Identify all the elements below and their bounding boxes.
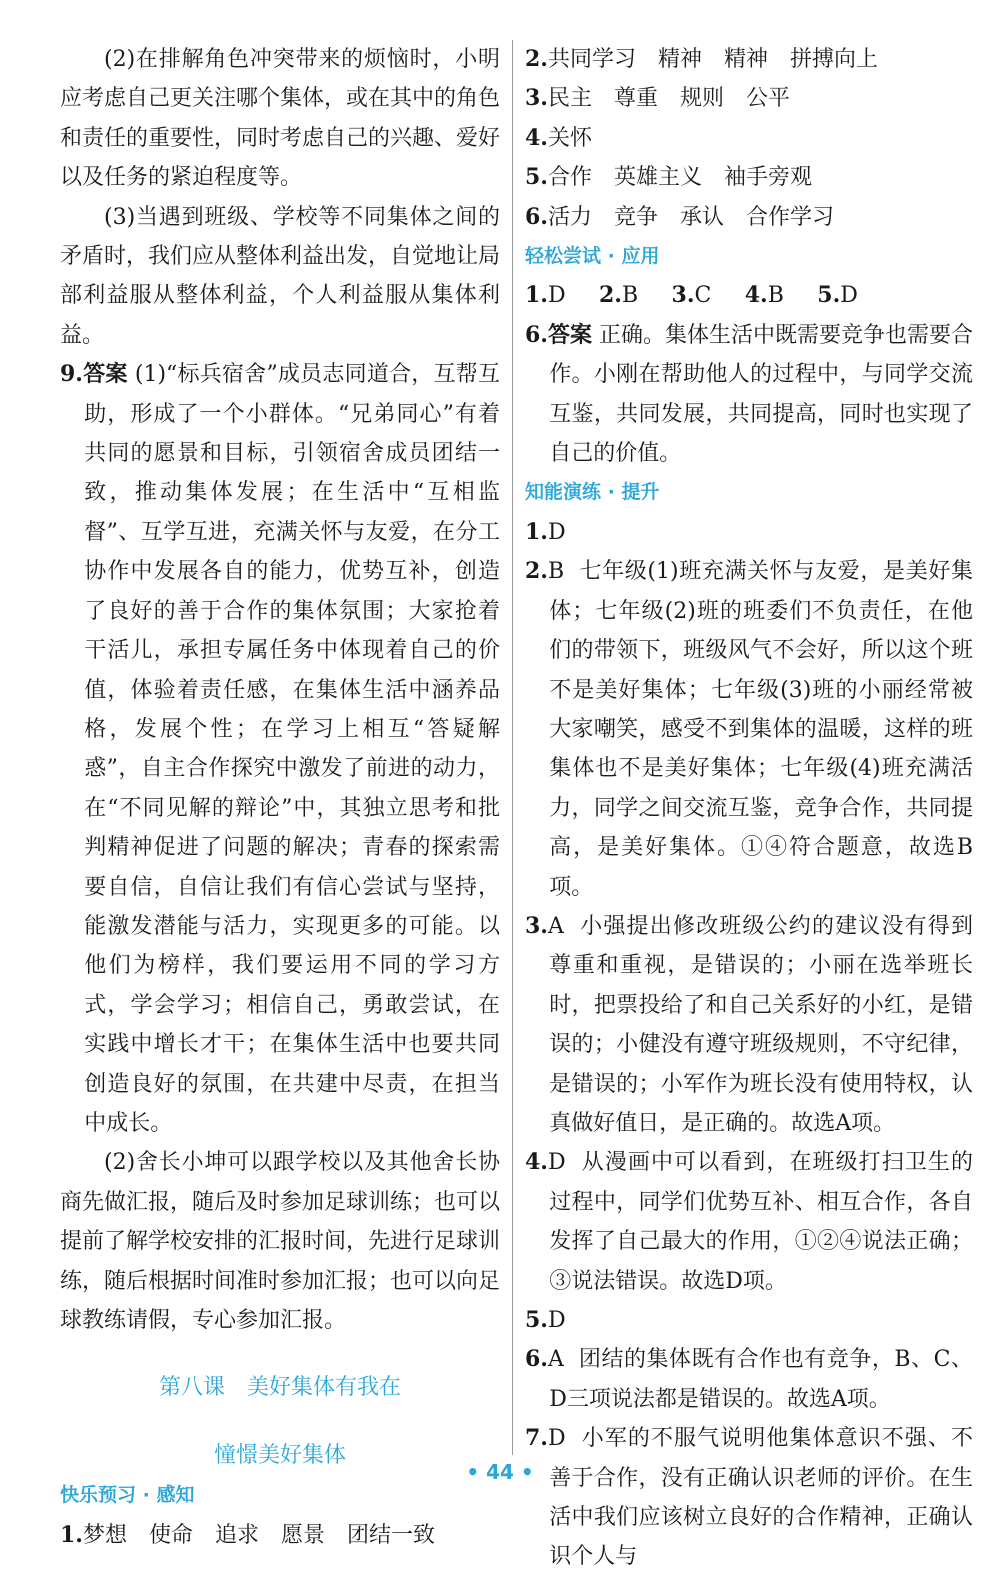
preview-heading: 快乐预习 · 感知 <box>60 1484 195 1507</box>
item-text: 民主 尊重 规则 公平 <box>547 86 790 112</box>
item-number: 3. <box>671 282 695 309</box>
drill-q3 <box>525 907 973 1143</box>
item-number: 3. <box>525 85 548 112</box>
item-number: 4. <box>525 124 548 151</box>
section-title: 憧憬美好集体 <box>213 1443 346 1469</box>
right-column <box>525 40 973 1577</box>
choice-answer: B <box>767 283 784 309</box>
preview-q3 <box>525 79 973 118</box>
item-number: 2. <box>525 558 548 585</box>
item-text: 关怀 <box>547 125 592 151</box>
preview-q1 <box>60 1516 500 1555</box>
item-number: 2. <box>599 282 622 309</box>
choice-answer: A <box>547 1347 564 1373</box>
item-number: 6. <box>525 203 548 230</box>
choice-answer: B <box>547 559 565 585</box>
item-number: 1. <box>525 518 548 545</box>
item-text: 活力 竞争 承认 合作学习 <box>547 204 834 230</box>
left-column <box>60 40 500 1555</box>
choice-answer: A <box>547 913 564 939</box>
preview-q6 <box>525 198 973 237</box>
lesson-title: 第八课 美好集体有我在 <box>158 1375 401 1401</box>
choice-answer: D <box>547 283 566 309</box>
drill-q6 <box>525 1340 973 1419</box>
item-number: 2. <box>525 46 548 72</box>
column-divider <box>512 40 513 1455</box>
q9-part2: (2)舍长小坤可以跟学校以及其他舍长协商先做汇报，随后及时参加足球训练；也可以提前了解学校安排的汇报时间，先进行足球训练，随后根据时间准时参加汇报；也可以向足球教练请假，专心参加汇报。 <box>60 1150 501 1333</box>
item-text: D <box>547 1308 566 1333</box>
drill-q7 <box>525 1419 973 1577</box>
item-text: 梦想 使命 追求 愿景 团结一致 <box>82 1522 435 1548</box>
choice-answer: D <box>547 1426 566 1452</box>
drill-q4 <box>525 1143 973 1301</box>
choice-answer: C <box>694 283 712 309</box>
q9-part1: (1)“标兵宿舍”成员志同道合，互帮互助，形成了一个小群体。“兄弟同心”有着共同的愿景和目标，引领宿舍成员团结一致，推动集体发展；在生活中“互相监督”、互学互进，充满关怀与友爱，在分工协作中发展各自的能力，优势互补，创造了良好的善于合作的集体氛围；大家抢着干活儿，承担专属任务中体现着自己的价值，体验着责任感，在集体生活中涵养品格，发展个性；在学习上相互“答疑解惑”，自主合作探究中激发了前进的动力，在“不同见解的辩论”中，其独立思考和批判精神促进了问题的解决；青春的探索需要自信，自信让我们有信心尝试与坚持，能激发潜能与活力，实现更多的可能。以他们为榜样，我们要运用不同的学习方式，学会学习；相信自己，勇敢尝试，在实践中增长才干；在集体生活中也要共同创造良好的氛围，在共建中尽责，在担当中成长。 <box>84 362 500 1136</box>
try-heading: 轻松尝试 · 应用 <box>525 245 660 268</box>
item-number: 7. <box>525 1425 548 1452</box>
drill-q1 <box>525 513 973 552</box>
item-text: 正确。集体生活中既需要竞争也需要合作。小刚在帮助他人的过程中，与同学交流互鉴，共同发展，共同提高，同时也实现了自己的价值。 <box>549 322 973 467</box>
q8-part2: (2)在排解角色冲突带来的烦恼时，小明应考虑自己更关注哪个集体，或在其中的角色和责任的重要性，同时考虑自己的兴趣、爱好以及任务的紧迫程度等。 <box>60 47 501 191</box>
item-number: 6. <box>525 1346 548 1373</box>
item-number: 4. <box>525 1149 548 1176</box>
item-text: 七年级(1)班充满关怀与友爱，是美好集体；七年级(2)班的班委们不负责任，在他们的带领下，班级风气不会好，所以这个班不是美好集体；七年级(3)班的小丽经常被大家嘲笑，感受不到集体的温暖，这样的班集体也不是美好集体；七年级(4)班充满活力，同学之间交流互鉴，竞争合作，共同提高，是美好集体。①④符合题意，故选B项。 <box>549 559 973 900</box>
page-number: • 44 • <box>466 1460 534 1484</box>
drill-q2 <box>525 552 973 907</box>
choice-answer: D <box>547 1150 566 1176</box>
item-text: 小军的不服气说明他集体意识不强、不善于合作，没有正确认识老师的评价。在生活中我们应该树立良好的合作精神，正确认识个人与 <box>549 1426 973 1570</box>
item-text: 共同学习 精神 精神 拼搏向上 <box>547 47 878 72</box>
item-number: 5. <box>525 1307 548 1333</box>
choice-answer: D <box>840 283 858 309</box>
item-text: 小强提出修改班级公约的建议没有得到尊重和重视，是错误的；小丽在选举班长时，把票投给了和自己关系好的小红，是错误的；小健没有遵守班级规则，不守纪律，是错误的；小军作为班长没有使用特权，认真做好值日，是正确的。故选A项。 <box>549 913 973 1136</box>
drill-q5 <box>525 1301 973 1340</box>
item-number: 5. <box>525 164 548 191</box>
try-mc-answers <box>525 276 973 315</box>
item-number: 1. <box>525 282 548 309</box>
q8-part3: (3)当遇到班级、学校等不同集体之间的矛盾时，我们应从整体利益出发，自觉地让局部利益服从整体利益，个人利益服从集体利益。 <box>60 204 501 348</box>
drill-heading: 知能演练 · 提升 <box>525 481 660 504</box>
try-q6-answer <box>525 316 973 474</box>
preview-q4 <box>525 119 973 158</box>
preview-q5 <box>525 158 973 197</box>
item-number: 5. <box>817 282 841 309</box>
preview-q2 <box>525 40 973 79</box>
item-number: 6. <box>525 321 548 348</box>
item-number: 1. <box>60 1521 83 1548</box>
answer-label: 答案 <box>82 361 128 388</box>
item-text: 团结的集体既有合作也有竞争，B、C、D三项说法都是错误的。故选A项。 <box>549 1347 973 1412</box>
answer-label: 答案 <box>547 321 592 348</box>
page-number-value: 44 <box>486 1460 514 1484</box>
q9-number: 9. <box>60 361 83 388</box>
item-number: 3. <box>525 912 548 939</box>
item-text: 合作 英雄主义 袖手旁观 <box>547 165 812 191</box>
item-number: 4. <box>744 282 768 309</box>
q9-answer <box>60 355 500 1143</box>
item-text: 从漫画中可以看到，在班级打扫卫生的过程中，同学们优势互补、相互合作，各自发挥了自己最大的作用，①②④说法正确；③说法错误。故选D项。 <box>549 1150 973 1294</box>
choice-answer: B <box>621 283 639 309</box>
item-text: D <box>547 519 566 545</box>
